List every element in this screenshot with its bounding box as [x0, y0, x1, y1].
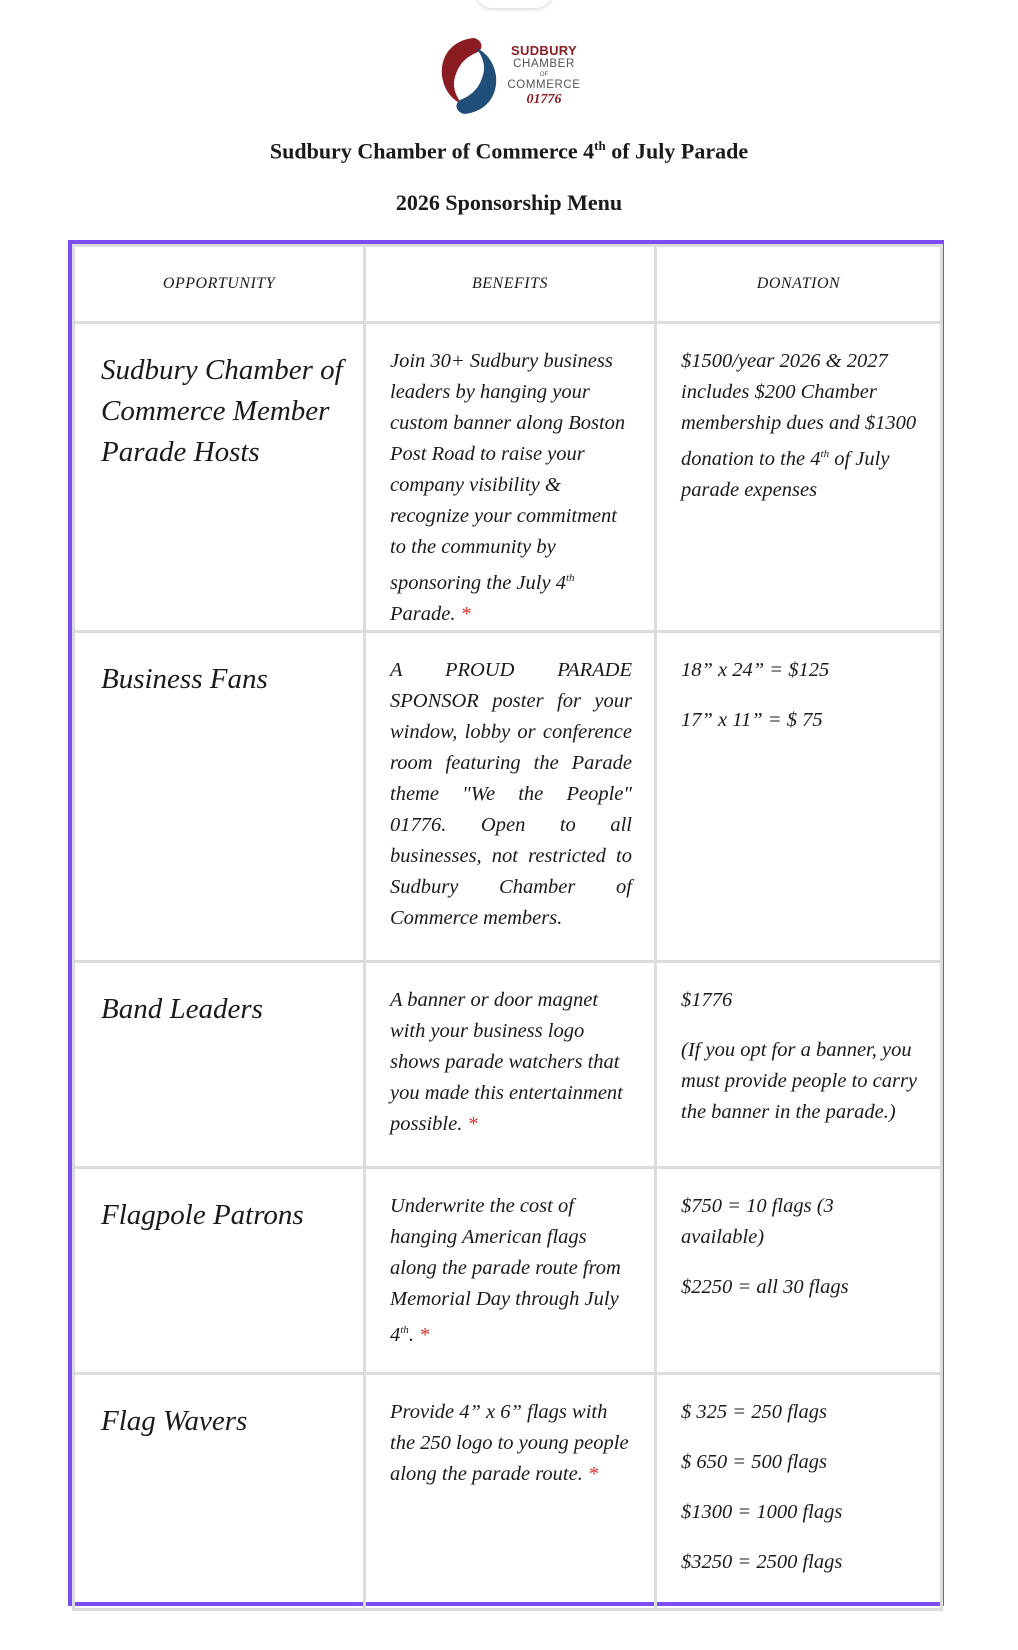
donation-text — [657, 963, 940, 1128]
donation-cell — [656, 1167, 942, 1373]
header-donation: DONATION — [656, 246, 942, 323]
asterisk: * — [588, 1462, 600, 1485]
opportunity-name: Flagpole Patrons — [101, 1198, 304, 1231]
header-benefits: BENEFITS — [365, 246, 656, 323]
donation-main: $1500/year 2026 & 2027 includes $200 Chamber membership dues and $1300 donation to the 4 — [681, 350, 917, 470]
sponsorship-table — [68, 240, 944, 1606]
donation-cell — [656, 1373, 942, 1609]
benefit-text — [366, 1169, 654, 1351]
benefit-text — [366, 1375, 654, 1490]
benefit-cell — [365, 323, 656, 632]
donation-end: of July parade expenses — [681, 447, 890, 501]
table-row — [74, 1167, 942, 1373]
donation-text — [657, 1375, 940, 1578]
opportunity-name: Flag Wavers — [101, 1404, 248, 1437]
donation-line: $3250 = 2500 flags — [681, 1550, 843, 1573]
top-handle — [476, 0, 552, 8]
table-header-row — [74, 246, 942, 323]
header-opportunity: OPPORTUNITY — [74, 246, 365, 323]
benefit-sup: th — [565, 572, 575, 584]
page-subtitle: 2026 Sponsorship Menu — [395, 190, 623, 215]
donation-line: $2250 = all 30 flags — [681, 1275, 849, 1298]
benefit-cell — [365, 1373, 656, 1609]
table-row — [74, 961, 942, 1167]
benefit-text — [366, 963, 654, 1140]
chamber-logo-icon — [434, 34, 504, 120]
donation-sup: th — [820, 448, 830, 460]
donation-line: 17” x 11” = $ 75 — [681, 708, 823, 731]
page-title-end: of July Parade — [605, 138, 749, 164]
opportunity-name: Band Leaders — [101, 992, 263, 1025]
opportunity-cell — [74, 961, 365, 1167]
page-title-main: Sudbury Chamber of Commerce 4 — [269, 138, 595, 164]
chamber-logo — [434, 34, 594, 120]
donation-line: $ 325 = 250 flags — [681, 1400, 827, 1423]
benefit-main: Join 30+ Sudbury business leaders by hanging your custom banner along Boston Post Road to raise your company visibility & recognize your commitment to the community by sponsoring the July 4 — [390, 350, 626, 594]
opportunity-cell — [74, 631, 365, 961]
donation-line: $ 650 = 500 flags — [681, 1450, 827, 1473]
benefit-end: Parade. — [390, 602, 456, 625]
benefit-cell — [365, 961, 656, 1167]
opportunity-cell — [74, 323, 365, 632]
asterisk: * — [419, 1323, 431, 1346]
logo-text-line5: 01776 — [526, 92, 562, 107]
benefit-main: Provide 4” x 6” flags with the 250 logo to young people along the parade route. — [390, 1400, 629, 1485]
opportunity-cell — [74, 1373, 365, 1609]
page-title — [0, 138, 1018, 164]
logo-text-line2: CHAMBER — [513, 58, 575, 70]
donation-line: $750 = 10 flags (3 available) — [681, 1194, 834, 1248]
opportunity-cell — [74, 1167, 365, 1373]
page-title-sup: th — [594, 138, 606, 153]
asterisk: * — [468, 1112, 479, 1135]
donation-text — [657, 324, 940, 506]
logo-text-line4: COMMERCE — [507, 78, 581, 91]
benefit-text — [366, 324, 654, 630]
donation-line: $1300 = 1000 flags — [681, 1500, 843, 1523]
donation-line: 18” x 24” = $125 — [681, 658, 830, 681]
logo-text-line3: OF — [539, 71, 549, 78]
benefit-cell — [365, 1167, 656, 1373]
donation-cell — [656, 961, 942, 1167]
benefit-text: A PROUD PARADE SPONSOR poster for your window, lobby or conference room featuring the Parade theme "We the People" 01776. Open to all businesses, not restricted to Sudbury Chamber of Commerce members. — [390, 658, 632, 929]
table-row — [74, 323, 942, 632]
donation-text — [657, 633, 940, 736]
opportunity-name: Sudbury Chamber of Commerce Member Parade Hosts — [101, 354, 343, 468]
table-row — [74, 1373, 942, 1609]
benefit-cell — [365, 631, 656, 961]
donation-cell — [656, 631, 942, 961]
logo-text-line1: SUDBURY — [511, 43, 577, 58]
donation-text — [657, 1169, 940, 1303]
benefit-main: Underwrite the cost of hanging American flags along the parade route from Memorial Day through July 4 — [390, 1194, 621, 1346]
benefit-end: . — [408, 1323, 414, 1346]
benefit-main: A banner or door magnet with your business logo shows parade watchers that you made this entertainment possible. — [390, 988, 623, 1135]
table-row — [74, 631, 942, 961]
benefit-sup: th — [400, 1323, 409, 1336]
donation-cell — [656, 323, 942, 632]
donation-note: (If you opt for a banner, you must provide people to carry the banner in the parade.) — [681, 1038, 918, 1123]
asterisk: * — [461, 602, 472, 625]
opportunity-name: Business Fans — [101, 662, 268, 695]
donation-line: $1776 — [681, 988, 733, 1011]
